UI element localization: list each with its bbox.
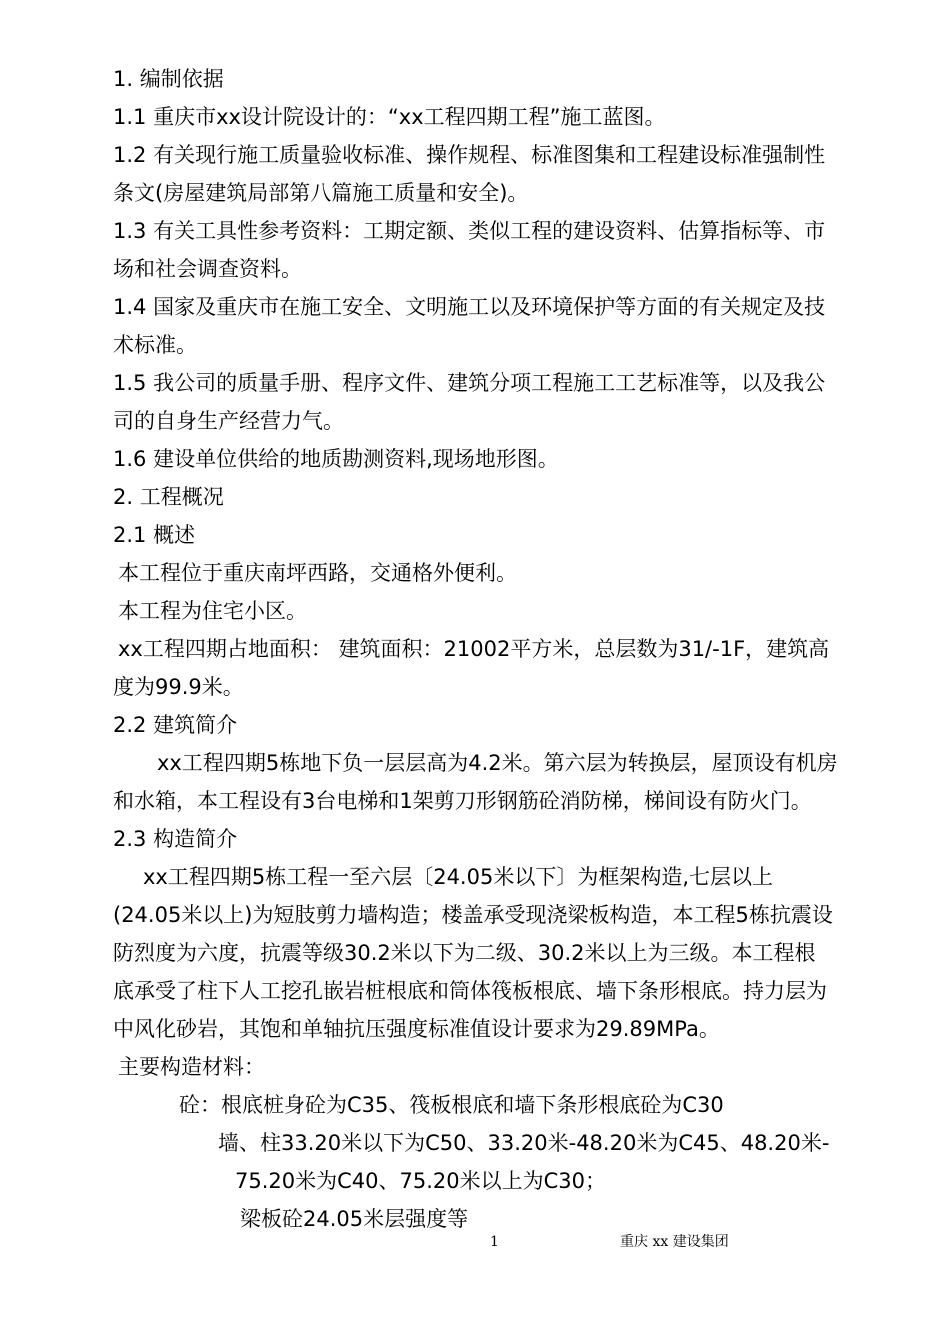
structure-intro-cont-1: (24.05米以上)为短肢剪力墙构造；楼盖承受现浇梁板构造，本工程5栋抗震设 xyxy=(113,903,833,927)
heading-1: 1. 编制依据 xyxy=(113,67,224,91)
structure-intro-cont-4: 中风化砂岩，其饱和单轴抗压强度标准值设计要求为29.89MPa。 xyxy=(113,1017,720,1041)
overview-area-cont: 度为99.9米。 xyxy=(113,675,244,699)
building-intro: xx工程四期5栋地下负一层层高为4.2米。第六层为转换层，屋顶设有机房 xyxy=(157,751,838,775)
heading-2-1: 2.1 概述 xyxy=(113,523,196,547)
item-1-4: 1.4 国家及重庆市在施工安全、文明施工以及环境保护等方面的有关规定及技 xyxy=(113,295,826,319)
item-1-3: 1.3 有关工具性参考资料：工期定额、类似工程的建设资料、估算指标等、市 xyxy=(113,219,826,243)
materials-beam-slab: 梁板砼24.05米层强度等 xyxy=(240,1207,469,1231)
document-body xyxy=(113,60,888,1238)
item-1-5-cont: 司的自身生产经营力气。 xyxy=(113,409,344,433)
materials-concrete: 砼：根底桩身砼为C35、筏板根底和墙下条形根底砼为C30 xyxy=(179,1093,724,1117)
overview-area: xx工程四期占地面积： 建筑面积：21002平方米，总层数为31/-1F，建筑高 xyxy=(118,637,830,661)
structure-intro-cont-2: 防烈度为六度，抗震等级30.2米以下为二级、30.2米以上为三级。本工程根 xyxy=(113,941,816,965)
item-1-3-cont: 场和社会调查资料。 xyxy=(113,257,302,281)
heading-2-3: 2.3 构造简介 xyxy=(113,827,238,851)
item-1-2: 1.2 有关现行施工质量验收标准、操作规程、标准图集和工程建设标准强制性 xyxy=(113,143,826,167)
overview-location: 本工程位于重庆南坪西路，交通格外便利。 xyxy=(118,561,517,585)
item-1-2-cont: 条文(房屋建筑局部第八篇施工质量和安全)。 xyxy=(113,181,529,205)
materials-wall-column: 墙、柱33.20米以下为C50、33.20米-48.20米为C45、48.20米- xyxy=(218,1131,830,1155)
heading-2-2: 2.2 建筑简介 xyxy=(113,713,238,737)
page-number: 1 xyxy=(490,1234,499,1250)
item-1-4-cont: 术标准。 xyxy=(113,333,197,357)
materials-heading: 主要构造材料： xyxy=(118,1055,265,1079)
item-1-6: 1.6 建设单位供给的地质勘测资料,现场地形图。 xyxy=(113,447,559,471)
heading-2: 2. 工程概况 xyxy=(113,485,224,509)
building-intro-cont: 和水箱，本工程设有3台电梯和1架剪刀形钢筋砼消防梯，梯间设有防火门。 xyxy=(113,789,812,813)
structure-intro-cont-3: 底承受了柱下人工挖孔嵌岩桩根底和筒体筏板根底、墙下条形根底。持力层为 xyxy=(113,979,827,1003)
item-1-1: 1.1 重庆市xx设计院设计的：“xx工程四期工程”施工蓝图。 xyxy=(113,105,666,129)
materials-wall-column-cont: 75.20米为C40、75.20米以上为C30； xyxy=(235,1169,607,1193)
overview-type: 本工程为住宅小区。 xyxy=(118,599,307,623)
structure-intro: xx工程四期5栋工程一至六层〔24.05米以下〕为框架构造,七层以上 xyxy=(143,865,774,889)
item-1-5: 1.5 我公司的质量手册、程序文件、建筑分项工程施工工艺标准等，以及我公 xyxy=(113,371,826,395)
footer-company: 重庆 xx 建设集团 xyxy=(620,1234,729,1250)
